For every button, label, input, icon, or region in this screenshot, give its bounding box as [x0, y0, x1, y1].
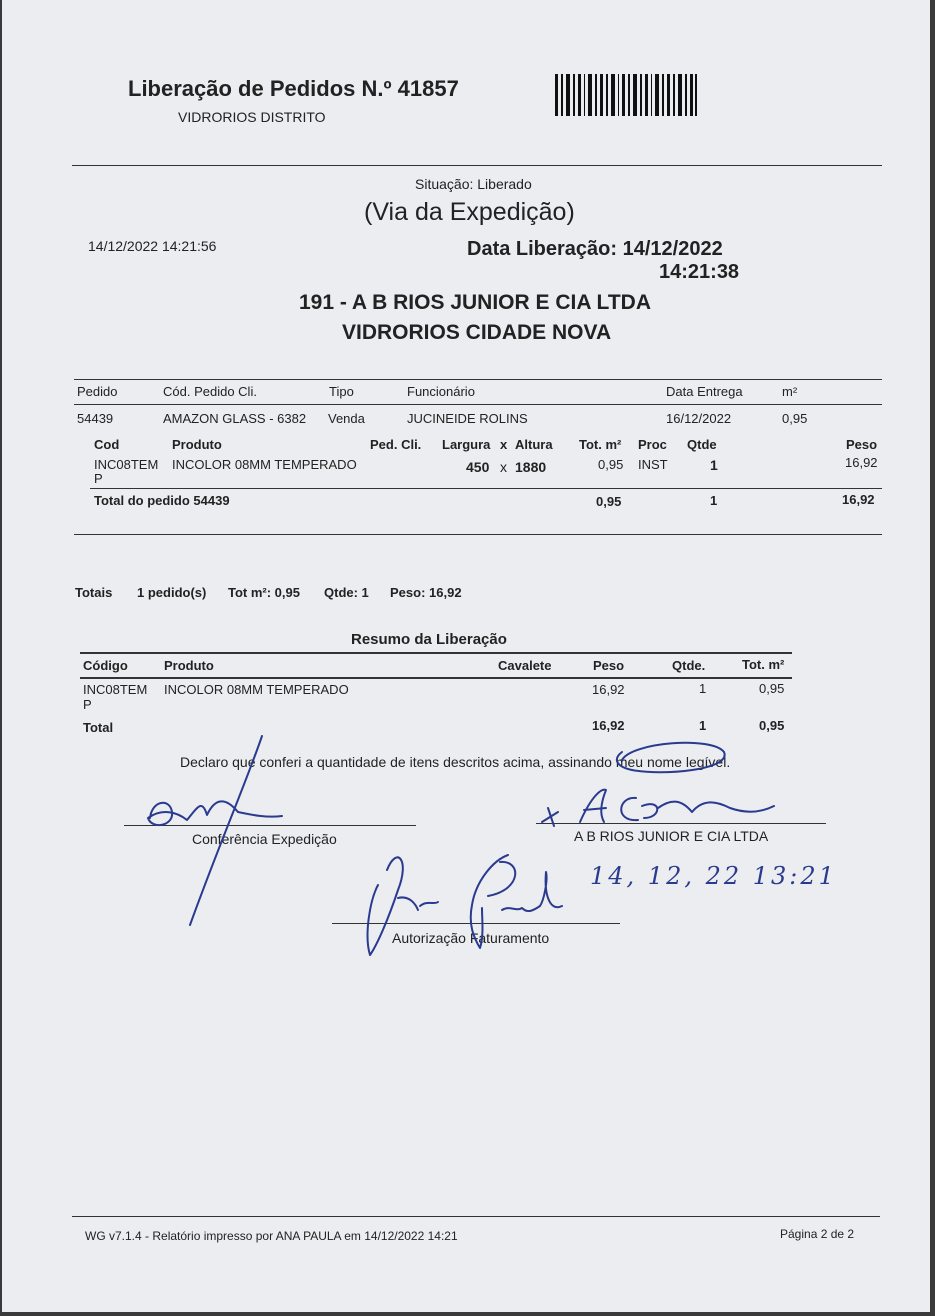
summary-label-tot-m2: Tot. m²	[742, 657, 785, 672]
summary-tot-m2: 0,95	[759, 681, 785, 696]
summary-peso: 16,92	[592, 682, 625, 697]
signature-mark	[2, 0, 930, 1000]
order-total-qtde: 1	[710, 493, 718, 508]
totals-peso: Peso: 16,92	[390, 585, 462, 600]
label-data-entrega: Data Entrega	[666, 384, 743, 399]
summary-title: Resumo da Liberação	[351, 631, 507, 648]
value-m2: 0,95	[782, 411, 808, 426]
summary-qtde: 1	[699, 681, 707, 696]
autorizacao-label: Autorização Faturamento	[392, 930, 550, 946]
order-total-label: Total do pedido 54439	[94, 493, 230, 508]
summary-codigo-cont: P	[83, 697, 92, 712]
handwritten-date: 14, 12, 22 13:21	[590, 862, 837, 890]
company-name: VIDRORIOS DISTRITO	[178, 109, 326, 125]
item-qtde: 1	[710, 457, 718, 473]
label-funcionario: Funcionário	[407, 384, 475, 399]
summary-label-cavalete: Cavalete	[498, 658, 552, 673]
item-peso: 16,92	[845, 455, 878, 470]
totals-label: Totais	[75, 585, 113, 600]
summary-total-m2: 0,95	[759, 718, 785, 733]
summary-label-peso: Peso	[593, 658, 625, 673]
totals-qtde: Qtde: 1	[324, 585, 369, 600]
item-largura: 450	[466, 459, 490, 475]
item-x: x	[500, 459, 507, 475]
item-proc: INST	[638, 457, 668, 472]
footer-right: Página 2 de 2	[780, 1227, 855, 1241]
document-title: Liberação de Pedidos N.º 41857	[128, 76, 459, 101]
value-cod-pedido-cli: AMAZON GLASS - 6382	[163, 411, 307, 426]
label-largura: Largura	[442, 437, 491, 452]
label-qtde: Qtde	[687, 437, 717, 452]
client-store: VIDRORIOS CIDADE NOVA	[342, 321, 612, 344]
totals-m2: Tot m²: 0,95	[228, 585, 300, 600]
summary-total-label: Total	[83, 720, 114, 735]
item-cod: INC08TEM	[94, 457, 159, 472]
conferencia-label: Conferência Expedição	[192, 831, 337, 847]
footer-line	[72, 1216, 880, 1217]
summary-total-peso: 16,92	[592, 718, 625, 733]
footer-left: WG v7.1.4 - Relatório impresso por ANA PAULA em 14/12/2022 14:21	[85, 1229, 458, 1243]
summary-produto: INCOLOR 08MM TEMPERADO	[164, 682, 349, 697]
value-funcionario: JUCINEIDE ROLINS	[407, 411, 528, 426]
summary-label-qtde: Qtde.	[672, 658, 706, 673]
situacao: Situação: Liberado	[415, 176, 532, 192]
summary-total-qtde: 1	[699, 718, 707, 733]
label-m2: m²	[782, 384, 798, 399]
label-cod: Cod	[94, 437, 120, 452]
client-signature-label: A B RIOS JUNIOR E CIA LTDA	[574, 828, 769, 844]
label-produto: Produto	[172, 437, 222, 452]
data-liberacao: Data Liberação: 14/12/2022	[467, 238, 723, 260]
client-name: 191 - A B RIOS JUNIOR E CIA LTDA	[299, 291, 651, 314]
totals-pedidos: 1 pedido(s)	[137, 585, 207, 600]
item-tot-m2: 0,95	[598, 457, 624, 472]
summary-label-codigo: Código	[83, 658, 128, 673]
label-pedido: Pedido	[77, 384, 118, 399]
label-ped-cli: Ped. Cli.	[370, 437, 422, 452]
item-produto: INCOLOR 08MM TEMPERADO	[172, 457, 357, 472]
item-altura: 1880	[515, 459, 547, 475]
value-tipo: Venda	[328, 411, 365, 426]
label-tipo: Tipo	[329, 384, 354, 399]
value-pedido: 54439	[77, 411, 114, 426]
label-tot-m2: Tot. m²	[579, 437, 622, 452]
data-liberacao-time: 14:21:38	[659, 261, 740, 283]
order-total-peso: 16,92	[842, 492, 875, 507]
summary-label-produto: Produto	[164, 658, 214, 673]
print-datetime: 14/12/2022 14:21:56	[88, 238, 217, 254]
label-altura: Altura	[515, 437, 553, 452]
label-x: x	[500, 437, 508, 452]
label-proc: Proc	[638, 437, 667, 452]
document-page	[2, 0, 930, 1312]
label-cod-pedido-cli: Cód. Pedido Cli.	[163, 384, 257, 399]
order-total-m2: 0,95	[596, 494, 622, 509]
declaration-text: Declaro que conferi a quantidade de itens descritos acima, assinando meu nome legível.	[180, 754, 731, 770]
label-peso: Peso	[846, 437, 878, 452]
summary-codigo: INC08TEM	[83, 682, 148, 697]
item-cod-cont: P	[94, 471, 103, 486]
value-data-entrega: 16/12/2022	[666, 411, 732, 426]
via-title: (Via da Expedição)	[364, 198, 575, 226]
